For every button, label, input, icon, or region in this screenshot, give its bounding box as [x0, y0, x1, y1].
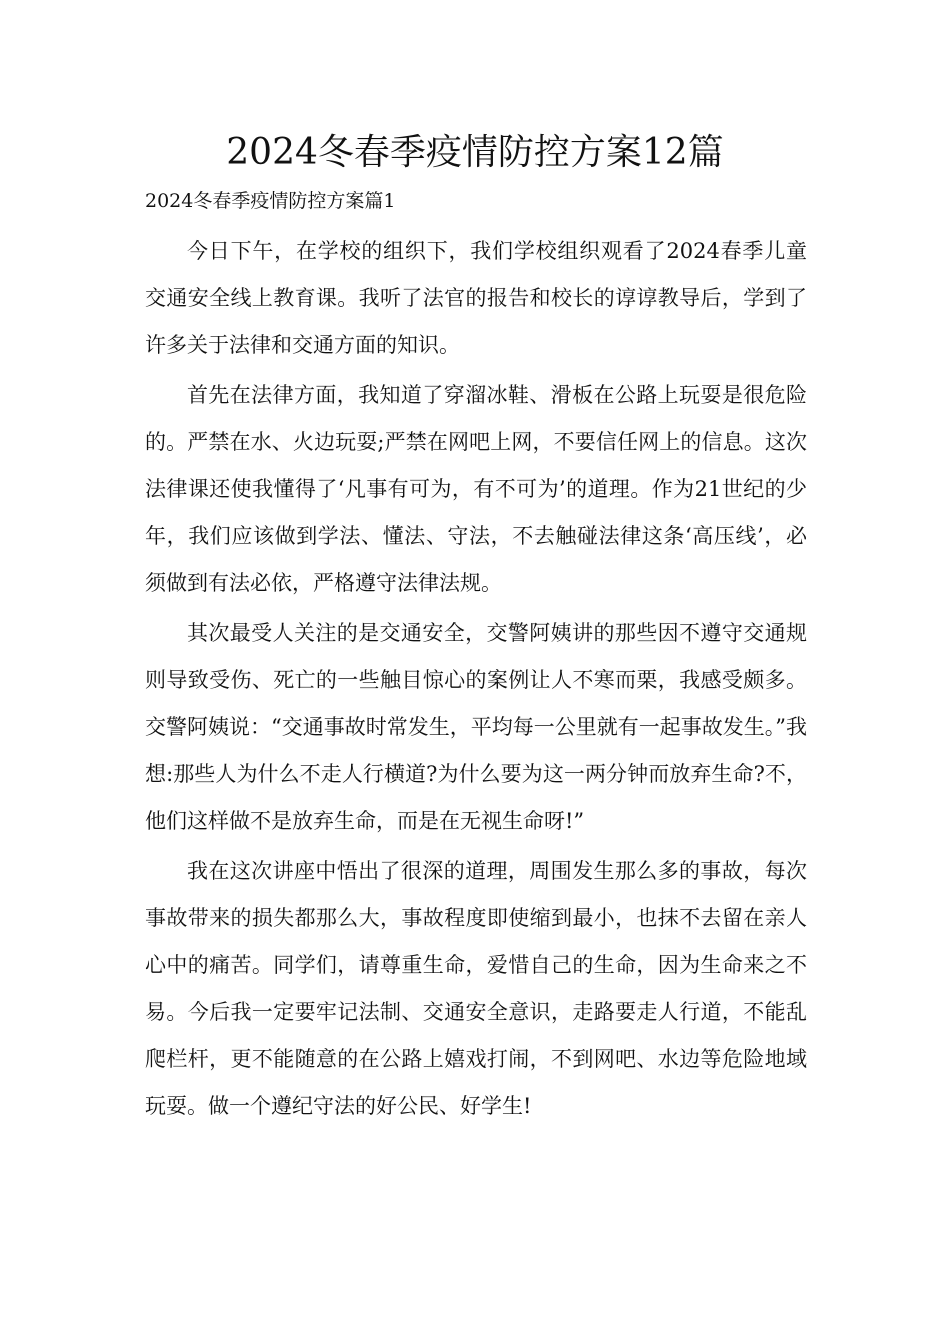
- section-heading: 2024冬春季疫情防控方案篇1: [145, 190, 396, 212]
- paragraph: 今日下午，在学校的组织下，我们学校组织观看了2024春季儿童交通安全线上教育课。我听了法官的报告和校长的谆谆教导后，学到了许多关于法律和交通方面的知识。: [145, 239, 807, 357]
- document-body: [145, 228, 807, 1130]
- paragraph: 我在这次讲座中悟出了很深的道理，周围发生那么多的事故，每次事故带来的损失都那么大，事故程度即使缩到最小，也抹不去留在亲人心中的痛苦。同学们，请尊重生命，爱惜自己的生命，因为生命来之不易。今后我一定要牢记法制、交通安全意识，走路要走人行道，不能乱爬栏杆，更不能随意的在公路上嬉戏打闹，不到网吧、水边等危险地域玩耍。做一个遵纪守法的好公民、好学生!: [145, 859, 807, 1118]
- paragraph: 其次最受人关注的是交通安全，交警阿姨讲的那些因不遵守交通规则导致受伤、死亡的一些触目惊心的案例让人不寒而栗，我感受颇多。交警阿姨说：“交通事故时常发生，平均每一公里就有一起事故发生。”我想:那些人为什么不走人行横道?为什么要为这一两分钟而放弃生命?不，他们这样做不是放弃生命，而是在无视生命呀!”: [145, 621, 807, 833]
- paragraph: 首先在法律方面，我知道了穿溜冰鞋、滑板在公路上玩耍是很危险的。严禁在水、火边玩耍;严禁在网吧上网，不要信任网上的信息。这次法律课还使我懂得了‘凡事有可为，有不可为’的道理。作为21世纪的少年，我们应该做到学法、懂法、守法，不去触碰法律这条‘高压线’，必须做到有法必依，严格遵守法律法规。: [145, 383, 807, 595]
- document-title: 2024冬春季疫情防控方案12篇: [226, 132, 724, 173]
